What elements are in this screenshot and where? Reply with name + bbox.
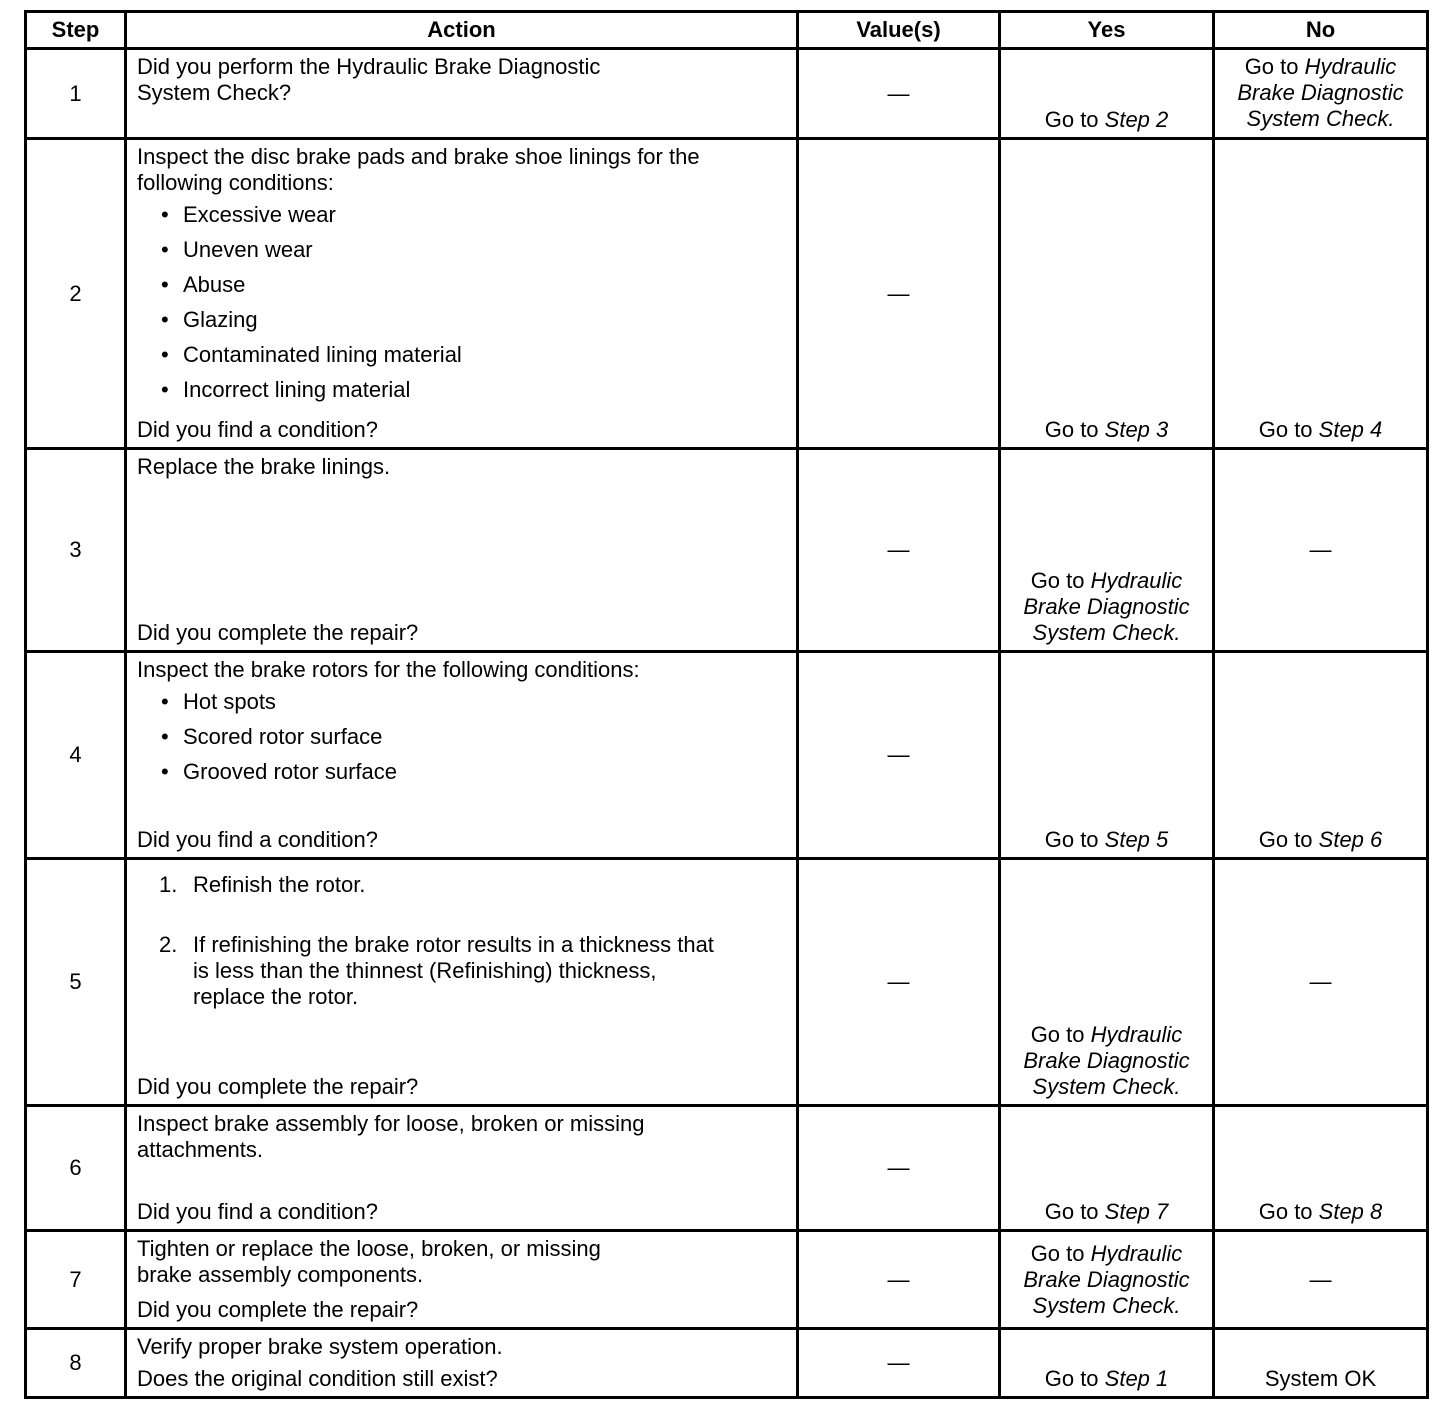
procedure-list	[137, 872, 788, 1010]
action-line: Did you perform the Hydraulic Brake Diagnostic	[137, 54, 601, 79]
go-to-link: Brake Diagnostic	[1023, 594, 1190, 619]
table-row	[26, 49, 1428, 139]
no-cell	[1214, 1106, 1428, 1231]
list-item	[159, 932, 788, 1010]
list-item: • Uneven wear	[159, 237, 788, 263]
go-to-link: Brake Diagnostic	[1023, 1266, 1190, 1292]
action-cell	[126, 1231, 798, 1329]
value-cell: —	[798, 1231, 1000, 1329]
go-to-prefix: Go to	[1030, 568, 1091, 593]
list-item: • Contaminated lining material	[159, 342, 788, 368]
question-text: Did you find a condition?	[137, 417, 378, 442]
go-to-link: System Check.	[1032, 1292, 1181, 1318]
go-to-link: Step 6	[1318, 827, 1383, 852]
action-line: attachments.	[137, 1137, 263, 1162]
value-cell: —	[798, 652, 1000, 859]
go-to-link: Step 3	[1104, 417, 1169, 442]
action-line: Verify proper brake system operation.	[137, 1334, 503, 1359]
value-cell: —	[798, 1329, 1000, 1398]
header-no: No	[1214, 12, 1428, 49]
go-to-link: Step 5	[1104, 827, 1169, 852]
list-item: • Excessive wear	[159, 202, 788, 228]
list-number: 2.	[159, 932, 178, 957]
no-cell	[1214, 1329, 1428, 1398]
list-item: • Glazing	[159, 307, 788, 333]
go-to-link: Step 7	[1104, 1199, 1169, 1224]
yes-cell	[1000, 1106, 1214, 1231]
question-text: Did you complete the repair?	[137, 1297, 419, 1322]
go-to-prefix: Go to	[1044, 1199, 1105, 1224]
step-number: 4	[26, 652, 126, 859]
diagnostic-table	[24, 10, 1429, 1399]
list-item: • Incorrect lining material	[159, 377, 788, 403]
step-number: 8	[26, 1329, 126, 1398]
action-line: Inspect the brake rotors for the following conditions:	[137, 657, 640, 682]
action-cell	[126, 139, 798, 449]
no-cell: —	[1214, 449, 1428, 652]
table-row	[26, 1106, 1428, 1231]
go-to-link: Hydraulic	[1090, 1022, 1183, 1047]
go-to-link: Step 8	[1318, 1199, 1383, 1224]
question-text: Did you find a condition?	[137, 827, 378, 852]
go-to-link: Hydraulic	[1090, 1240, 1183, 1266]
yes-cell	[1000, 1231, 1214, 1329]
list-item: • Grooved rotor surface	[159, 759, 788, 785]
action-line: following conditions:	[137, 170, 334, 195]
go-to-prefix: Go to	[1244, 54, 1305, 79]
action-cell	[126, 1106, 798, 1231]
yes-cell	[1000, 652, 1214, 859]
no-cell	[1214, 652, 1428, 859]
list-item: • Scored rotor surface	[159, 724, 788, 750]
no-cell	[1214, 49, 1428, 139]
go-to-prefix: Go to	[1030, 1022, 1091, 1047]
step-number: 6	[26, 1106, 126, 1231]
go-to-prefix: Go to	[1044, 1366, 1105, 1391]
value-cell: —	[798, 49, 1000, 139]
go-to-link: Brake Diagnostic	[1023, 1048, 1190, 1073]
go-to-link: System Check.	[1246, 106, 1395, 131]
action-line: Replace the brake linings.	[137, 454, 391, 479]
action-line: Inspect the disc brake pads and brake shoe linings for the	[137, 144, 700, 169]
action-line: replace the rotor.	[193, 984, 359, 1009]
action-line: System Check?	[137, 80, 292, 105]
list-item	[159, 872, 788, 898]
value-cell: —	[798, 859, 1000, 1106]
go-to-link: Step 4	[1318, 417, 1383, 442]
action-line: Tighten or replace the loose, broken, or missing	[137, 1236, 601, 1261]
header-step: Step	[26, 12, 126, 49]
header-yes: Yes	[1000, 12, 1214, 49]
question-text: Did you complete the repair?	[137, 1074, 419, 1099]
action-cell	[126, 49, 798, 139]
go-to-prefix: Go to	[1044, 107, 1105, 132]
list-number: 1.	[159, 872, 178, 897]
go-to-link: Brake Diagnostic	[1237, 80, 1404, 105]
value-cell: —	[798, 139, 1000, 449]
go-to-prefix: Go to	[1258, 1199, 1319, 1224]
go-to-prefix: Go to	[1258, 417, 1319, 442]
question-text: Did you find a condition?	[137, 1199, 378, 1224]
go-to-prefix: Go to	[1258, 827, 1319, 852]
action-line: If refinishing the brake rotor results in a thickness that	[193, 932, 714, 957]
no-cell: —	[1214, 859, 1428, 1106]
list-item: • Hot spots	[159, 689, 788, 715]
question-text: Does the original condition still exist?	[137, 1366, 498, 1391]
step-number: 1	[26, 49, 126, 139]
list-item: • Abuse	[159, 272, 788, 298]
step-number: 5	[26, 859, 126, 1106]
table-row	[26, 1329, 1428, 1398]
step-number: 2	[26, 139, 126, 449]
table-row	[26, 1231, 1428, 1329]
action-cell	[126, 1329, 798, 1398]
go-to-link: Step 2	[1104, 107, 1169, 132]
yes-cell	[1000, 49, 1214, 139]
no-cell	[1214, 139, 1428, 449]
action-line: Inspect brake assembly for loose, broken or missing	[137, 1111, 645, 1136]
go-to-link: Hydraulic	[1090, 568, 1183, 593]
yes-cell	[1000, 859, 1214, 1106]
condition-list	[137, 202, 788, 403]
condition-list	[137, 689, 788, 785]
action-line: is less than the thinnest (Refinishing) thickness,	[193, 958, 657, 983]
header-action: Action	[126, 12, 798, 49]
action-cell	[126, 652, 798, 859]
question-text: Did you complete the repair?	[137, 620, 419, 645]
table-row	[26, 652, 1428, 859]
value-cell: —	[798, 449, 1000, 652]
go-to-link: System Check.	[1032, 1074, 1181, 1099]
action-line: Refinish the rotor.	[193, 872, 366, 897]
step-number: 3	[26, 449, 126, 652]
go-to-prefix: Go to	[1044, 827, 1105, 852]
yes-cell	[1000, 139, 1214, 449]
go-to-prefix: Go to	[1030, 1240, 1091, 1266]
step-number: 7	[26, 1231, 126, 1329]
go-to-prefix: Go to	[1044, 417, 1105, 442]
header-row	[26, 12, 1428, 49]
action-line: brake assembly components.	[137, 1262, 424, 1287]
go-to-link: Hydraulic	[1304, 54, 1397, 79]
value-cell: —	[798, 1106, 1000, 1231]
go-to-link: System Check.	[1032, 620, 1181, 645]
header-values: Value(s)	[798, 12, 1000, 49]
action-cell	[126, 449, 798, 652]
system-ok-text: System OK	[1264, 1366, 1377, 1391]
table-row	[26, 449, 1428, 652]
go-to-link: Step 1	[1104, 1366, 1169, 1391]
table-row	[26, 139, 1428, 449]
yes-cell	[1000, 449, 1214, 652]
action-cell	[126, 859, 798, 1106]
yes-cell	[1000, 1329, 1214, 1398]
no-cell: —	[1214, 1231, 1428, 1329]
table-row	[26, 859, 1428, 1106]
